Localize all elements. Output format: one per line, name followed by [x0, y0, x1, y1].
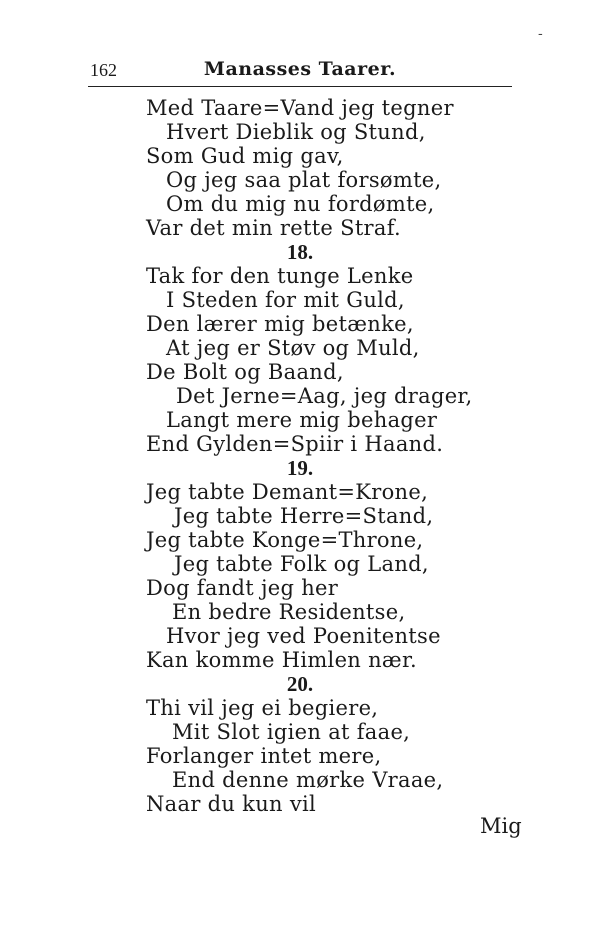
poem-line: En bedre Residentse,	[172, 600, 406, 624]
poem-line: Og jeg saa plat forsømte,	[166, 168, 442, 192]
poem-line: Langt mere mig behager	[166, 408, 438, 432]
poem-line: Tak for den tunge Lenke	[146, 264, 414, 288]
poem-line: Hvor jeg ved Poenitentse	[166, 624, 441, 648]
stanza-number: 20.	[286, 672, 314, 696]
poem-line: Som Gud mig gav,	[146, 144, 344, 168]
poem-line: Dog fandt jeg her	[146, 576, 339, 600]
poem-line: Hvert Dieblik og Stund,	[166, 120, 426, 144]
poem-line: Med Taare=Vand jeg tegner	[146, 96, 454, 120]
stanza-number: 18.	[286, 240, 314, 264]
poem-line: Jeg tabte Folk og Land,	[174, 552, 429, 576]
poem-line: Kan komme Himlen nær.	[146, 648, 417, 672]
poem-line: Thi vil jeg ei begiere,	[146, 696, 379, 720]
poem-line: Jeg tabte Demant=Krone,	[146, 480, 429, 504]
poem-line: End Gylden=Spiir i Haand.	[146, 432, 444, 456]
poem-line: Naar du kun vil	[146, 792, 317, 816]
poem-line: Mit Slot igien at faae,	[172, 720, 411, 744]
running-head: Manasses Taarer.	[203, 58, 397, 80]
poem-line: I Steden for mit Guld,	[166, 288, 405, 312]
poem-line: Om du mig nu fordømte,	[166, 192, 435, 216]
poem-line: Jeg tabte Herre=Stand,	[174, 504, 434, 528]
header-rule	[88, 86, 512, 87]
catchword: Mig	[480, 814, 522, 838]
poem-line: Var det min rette Straf.	[146, 216, 402, 240]
poem-line: Det Jerne=Aag, jeg drager,	[176, 384, 473, 408]
corner-mark: -	[538, 26, 543, 42]
stanza-number: 19.	[286, 456, 314, 480]
poem-line: End denne mørke Vraae,	[172, 768, 444, 792]
page-number: 162	[90, 60, 117, 80]
poem-line: At jeg er Støv og Muld,	[166, 336, 420, 360]
poem-line: Forlanger intet mere,	[146, 744, 382, 768]
poem-line: Den lærer mig betænke,	[146, 312, 414, 336]
poem-line: De Bolt og Baand,	[146, 360, 344, 384]
poem-line: Jeg tabte Konge=Throne,	[146, 528, 424, 552]
